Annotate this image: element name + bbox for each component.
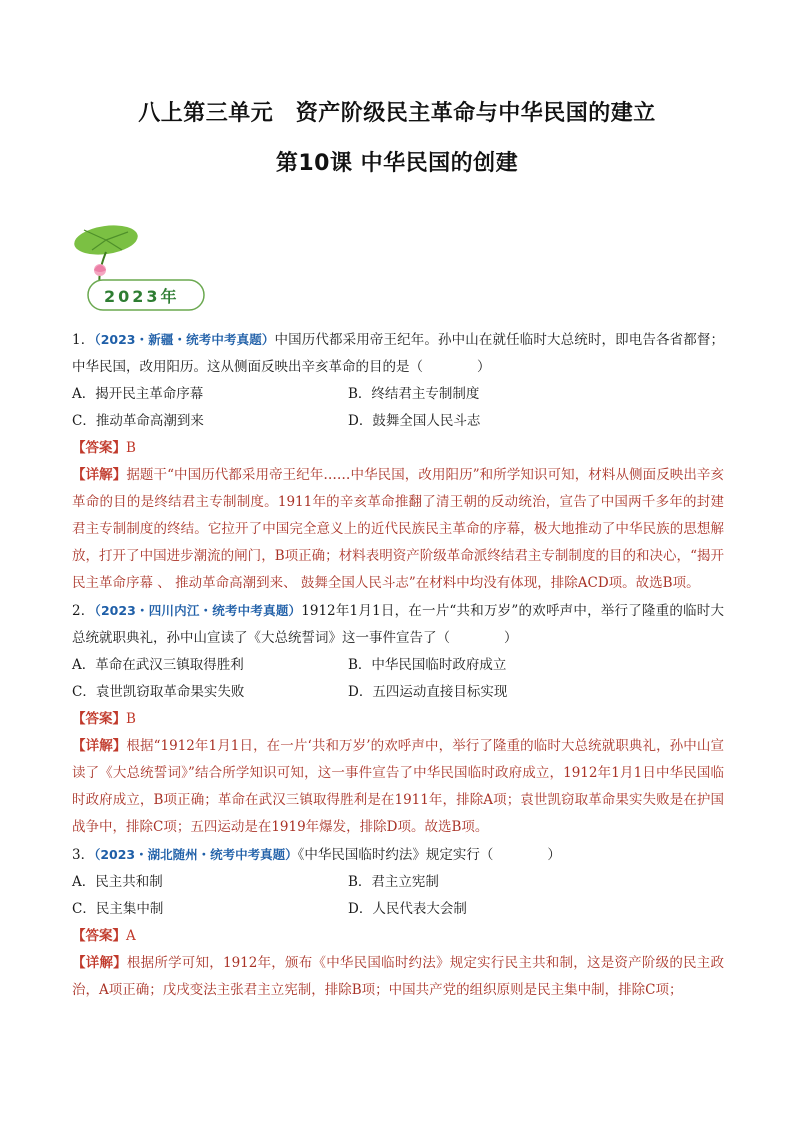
option-b: B．终结君主专制制度 <box>348 386 480 402</box>
options <box>72 381 724 435</box>
answer-label: 【答案】 <box>72 928 126 944</box>
explanation <box>72 950 724 1004</box>
option-b: B．君主立宪制 <box>348 874 439 890</box>
option-d: D．人民代表大会制 <box>348 901 467 917</box>
question-3 <box>72 841 724 869</box>
option-c: C．推动革命高潮到来 <box>72 413 204 429</box>
explanation-label: 【详解】 <box>72 738 127 754</box>
option-c: C．民主集中制 <box>72 901 164 917</box>
question-list <box>72 326 724 1004</box>
page-title: 八上第三单元 资产阶级民主革命与中华民国的建立 <box>138 101 656 126</box>
answer <box>72 435 724 462</box>
answer <box>72 706 724 733</box>
option-d: D．五四运动直接目标实现 <box>348 684 508 700</box>
explanation <box>72 733 724 841</box>
answer-value: B <box>126 440 136 456</box>
question-source: （2023・湖北随州・统考中考真题） <box>94 847 298 862</box>
explanation-text: 根据所学可知，1912年，颁布《中华民国临时约法》规定实行民主共和制，这是资产阶级的民主政治，A项正确；戊戌变法主张君主立宪制，排除B项；中国共产党的组织原则是民主集中制，排除C项； <box>72 955 725 998</box>
explanation-text: 据题干“中国历代都采用帝王纪年……中华民国，改用阳历”和所学知识可知，材料从侧面反映出辛亥革命的目的是终结君主专制制度。1911年的辛亥革命推翻了清王朝的反动统治，宣告了中国两千多年的封建君主专制制度的终结。它拉开了中国完全意义上的近代民族民主革命的序幕，极大地推动了中华民族的思想解放，打开了中国进步潮流的闸门，B项正确；材料表明资产阶级革命派终结君主专制制度的目的和决心，“揭开民主革命序幕 、 推动革命高潮到来、 鼓舞全国人民斗志”在材料中均没有体现，排除ACD项。故选B项。 <box>72 467 725 591</box>
answer <box>72 923 724 950</box>
options <box>72 869 724 923</box>
explanation <box>72 462 724 597</box>
explanation-text: 根据“1912年1月1日，在一片‘共和万岁’的欢呼声中，举行了隆重的临时大总统就职典礼，孙中山宣读了《大总统誓词》”结合所学知识可知，这一事件宣告了中华民国临时政府成立，1912年1月1日中华民国临时政府成立，B项正确；革命在武汉三镇取得胜利是在1911年，排除A项；袁世凯窃取革命果实失败是在护国战争中，排除C项；五四运动是在1919年爆发，排除D项。故选B项。 <box>72 738 724 835</box>
answer-value: A <box>126 928 136 944</box>
options <box>72 652 724 706</box>
question-stem: 《中华民国临时约法》规定实行（ ） <box>297 847 561 863</box>
question-1 <box>72 326 724 381</box>
option-a: A．民主共和制 <box>72 874 163 890</box>
question-source: （2023・四川内江・统考中考真题） <box>94 603 302 618</box>
option-c: C．袁世凯窃取革命果实失败 <box>72 684 245 700</box>
answer-label: 【答案】 <box>72 711 126 727</box>
answer-value: B <box>126 711 136 727</box>
question-2 <box>72 597 724 652</box>
option-a: A．革命在武汉三镇取得胜利 <box>72 657 244 673</box>
question-stem: 1912年1月1日，在一片“共和万岁”的欢呼声中，举行了隆重的临时大总统就职典礼，孙中山宣读了《大总统誓词》这一事件宣告了（ ） <box>72 603 724 646</box>
question-number: 1． <box>72 332 95 348</box>
lesson-title: 第10课 中华民国的创建 <box>275 151 519 176</box>
question-number: 2． <box>72 603 95 619</box>
question-source: （2023・新疆・统考中考真题） <box>94 332 275 347</box>
explanation-label: 【详解】 <box>72 955 127 971</box>
option-a: A．揭开民主革命序幕 <box>72 386 204 402</box>
option-b: B．中华民国临时政府成立 <box>348 657 507 673</box>
question-number: 3． <box>72 847 95 863</box>
explanation-label: 【详解】 <box>72 467 127 483</box>
question-stem: 中国历代都采用帝王纪年。孙中山在就任临时大总统时，即电告各省都督；中华民国，改用阳历。这从侧面反映出辛亥革命的目的是（ ） <box>72 332 725 375</box>
answer-label: 【答案】 <box>72 440 126 456</box>
year-badge: 2023年 <box>104 287 180 306</box>
option-d: D．鼓舞全国人民斗志 <box>348 413 481 429</box>
